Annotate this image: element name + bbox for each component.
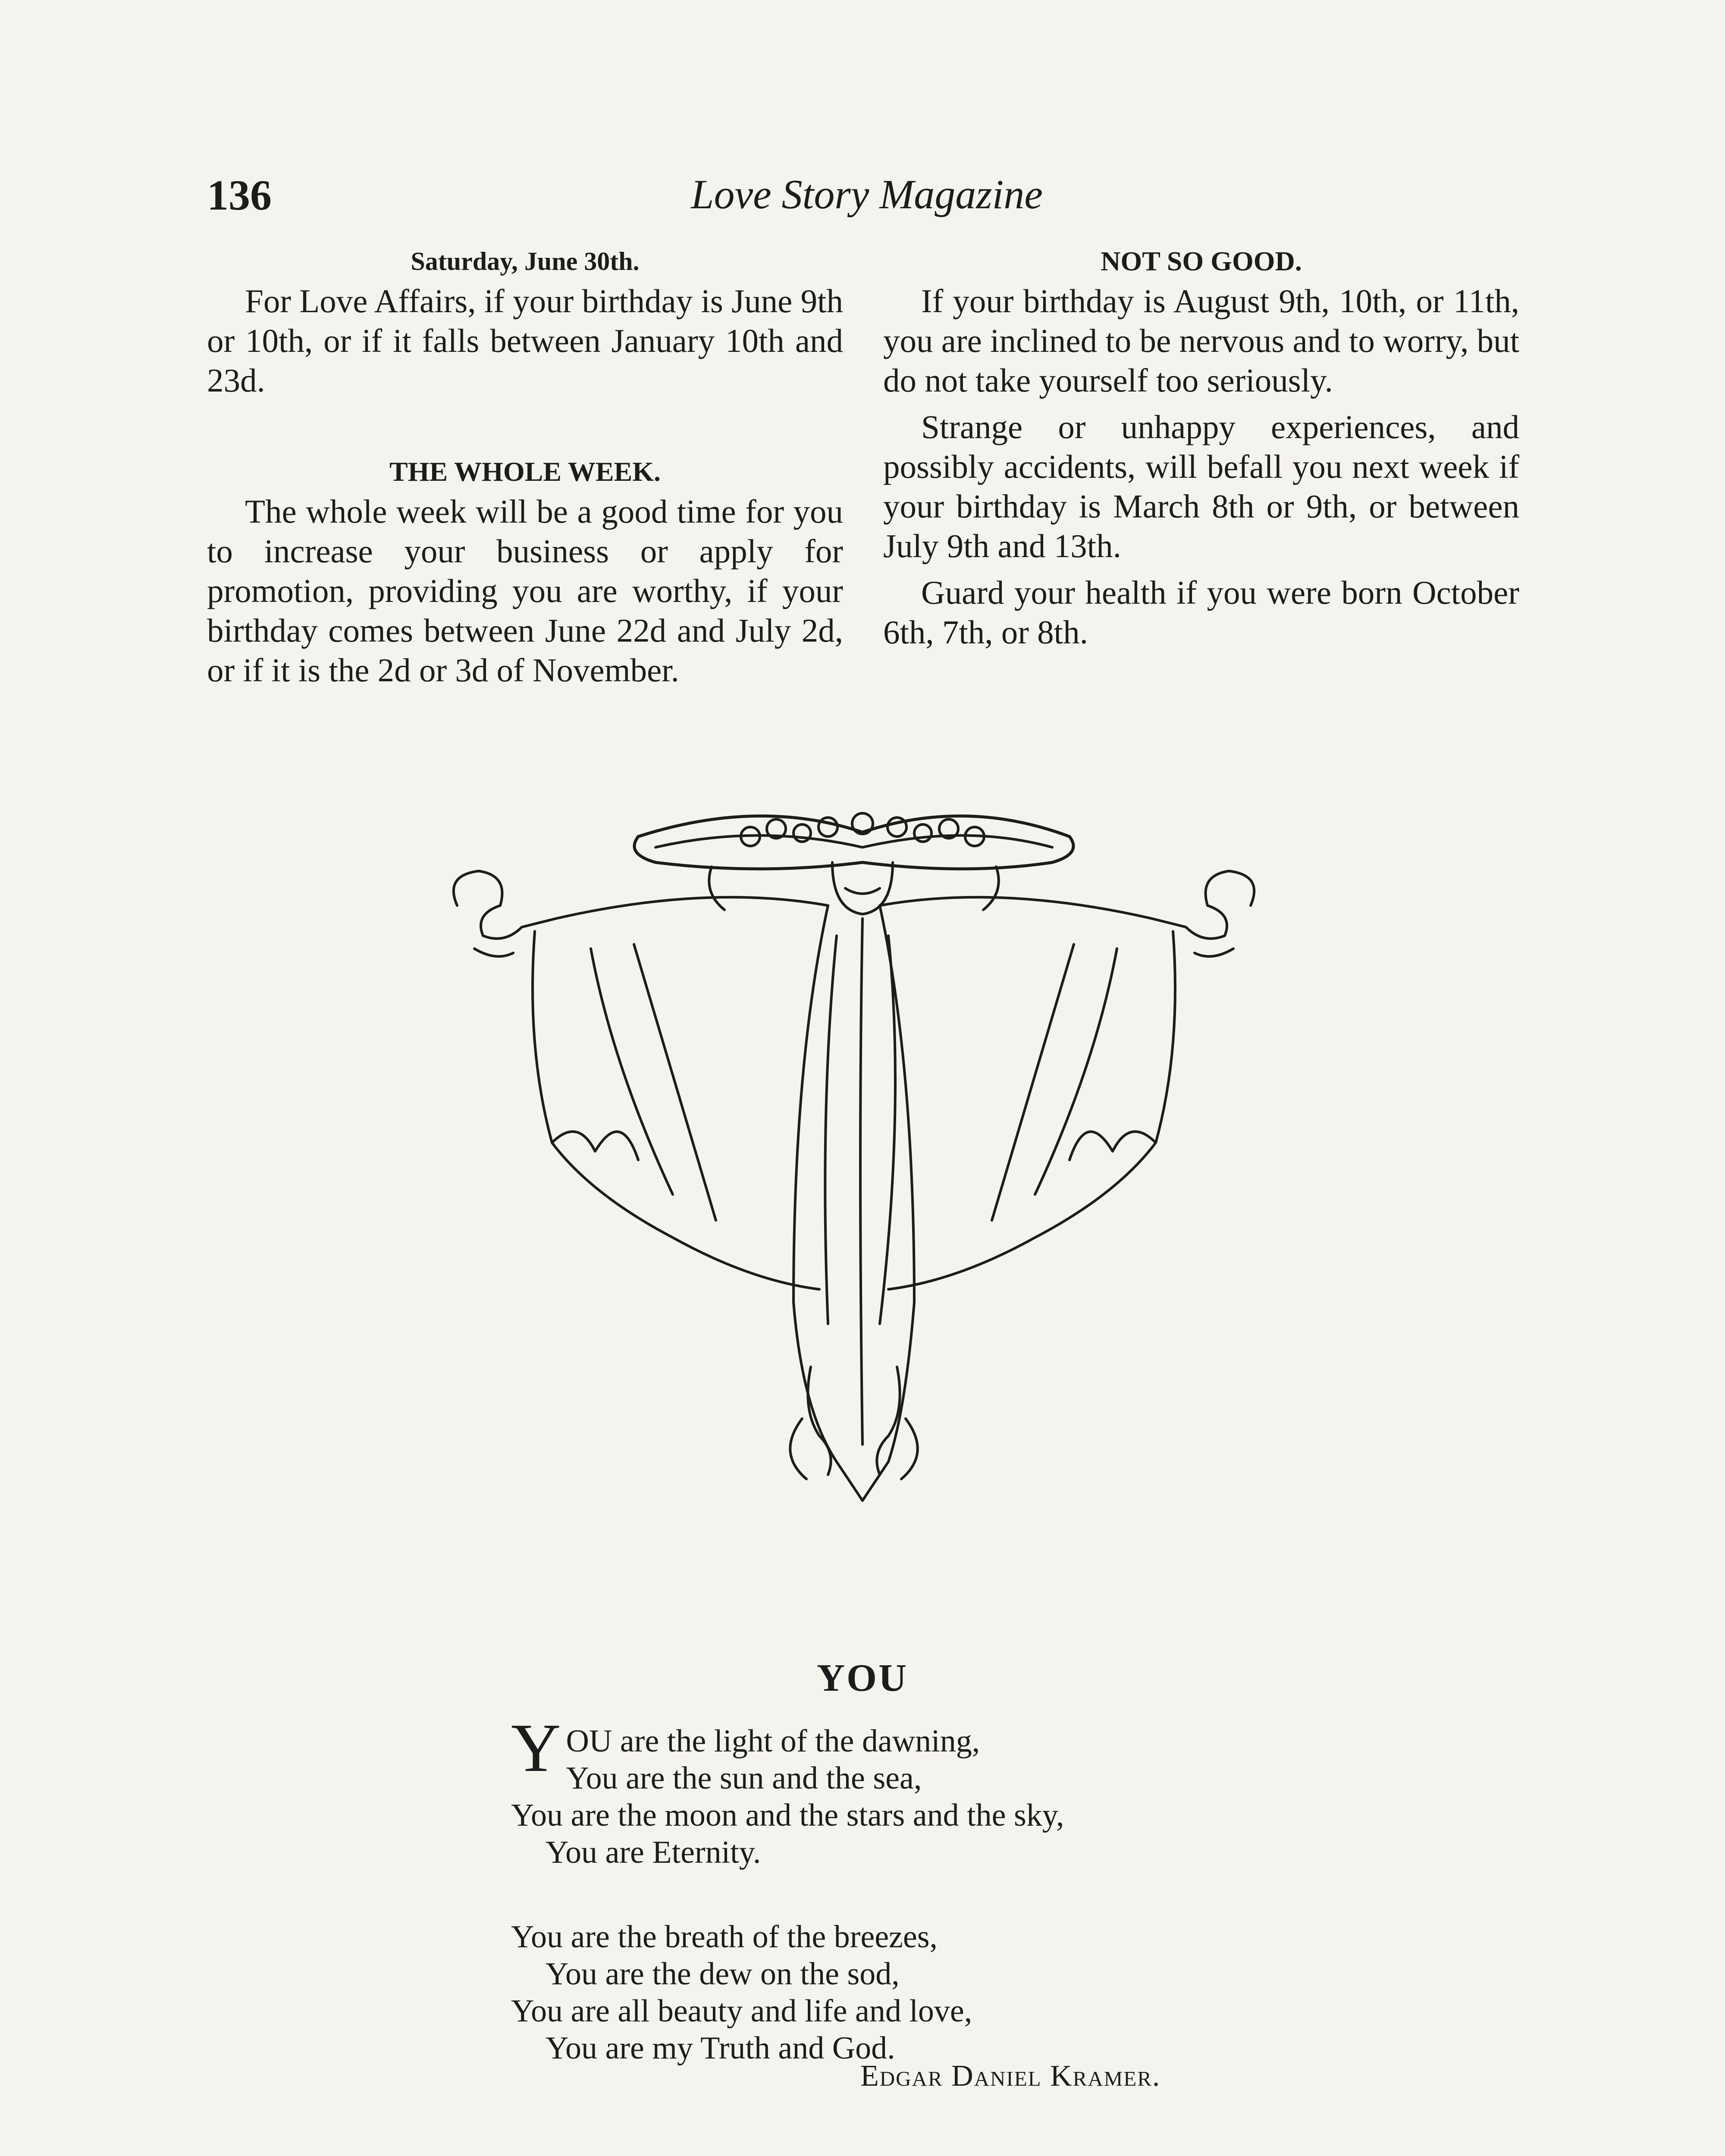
day-heading: Saturday, June 30th. <box>411 247 640 276</box>
day-text: For Love Affairs, if your birthday is June 9th or 10th, or if it falls between January 10th and 23d. <box>207 282 843 399</box>
left-column <box>207 241 843 690</box>
right-column <box>883 241 1519 652</box>
week-text: The whole week will be a good time for you to increase your business or apply for promotion, providing you are worthy, if your birthday comes between June 22d and July 2d, or if it is the 2d or 3d of November. <box>207 493 843 689</box>
drop-cap: Y <box>511 1709 561 1786</box>
poem-line-3: You are the moon and the stars and the sky, <box>511 1798 1064 1833</box>
week-heading: THE WHOLE WEEK. <box>389 456 661 487</box>
poem-first-line: OU are the light of the dawning, <box>566 1724 980 1759</box>
running-title: Love Story Magazine <box>691 171 1043 217</box>
page-number: 136 <box>207 171 272 219</box>
poem-author: Edgar Daniel Kramer. <box>860 2059 1161 2093</box>
paragraph-3: Guard your health if you were born October 6th, 7th, or 8th. <box>883 574 1519 651</box>
poem-line-4: You are Eternity. <box>546 1835 761 1870</box>
paragraph-1: If your birthday is August 9th, 10th, or 11th, you are inclined to be nervous and to worry, but do not take yourself too seriously. <box>883 282 1519 399</box>
poem-line-2: You are the sun and the sea, <box>566 1761 922 1796</box>
poem-line-5: You are the breath of the breezes, <box>511 1919 938 1955</box>
not-so-good-heading: NOT SO GOOD. <box>1101 246 1302 276</box>
poem-line-8: You are my Truth and God. <box>546 2031 895 2066</box>
poem-line-6: You are the dew on the sod, <box>546 1956 900 1992</box>
paragraph-2: Strange or unhappy experiences, and possibly accidents, will befall you next week if your birthday is March 8th or 9th, or between July 9th and 13th. <box>883 408 1519 564</box>
three-robed-maidens-illustration <box>448 806 1259 1505</box>
poem <box>511 1709 1064 2067</box>
poem-line-7: You are all beauty and life and love, <box>511 1993 972 2029</box>
poem-title: YOU <box>817 1657 908 1699</box>
